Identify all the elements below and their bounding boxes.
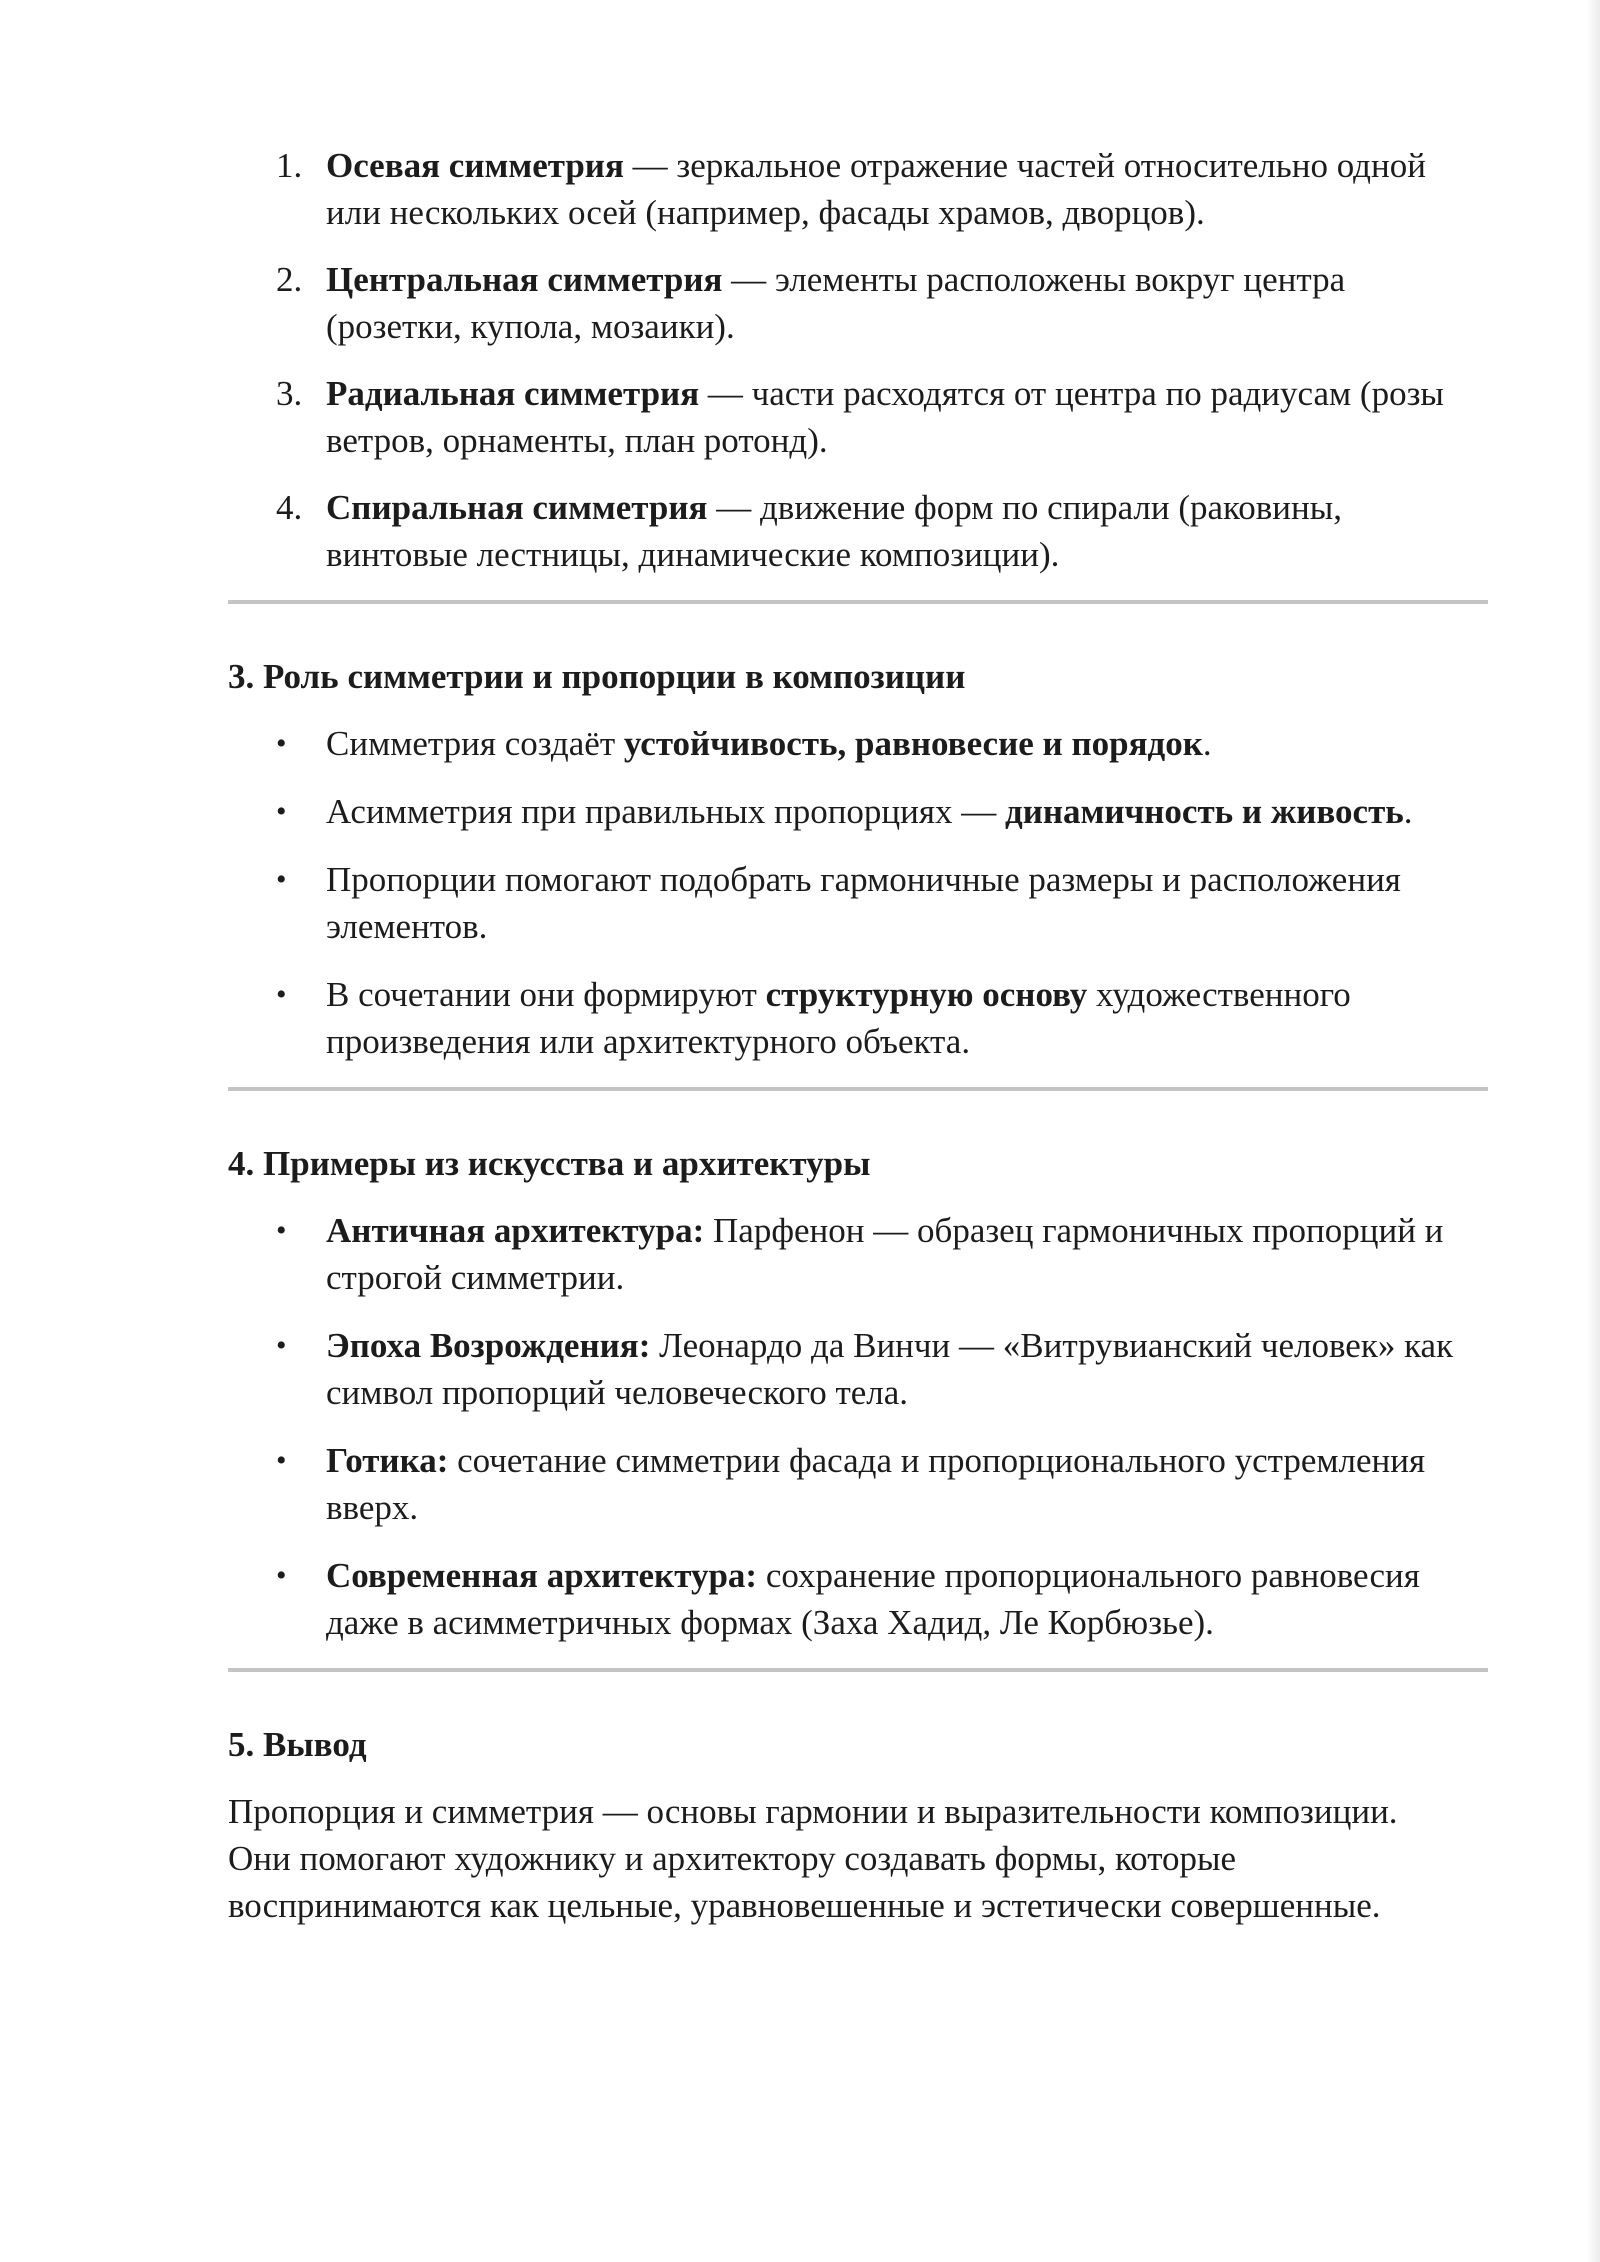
list-text: — элементы расположены вокруг центра (розетки, купола, мозаики). [326,260,1346,346]
conclusion-block [228,1788,1488,1929]
bullet-icon: • [276,795,287,828]
section-divider [228,1087,1488,1091]
list-item [228,1437,1488,1531]
section-3-heading: 3. Роль симметрии и пропорции в композиции [228,657,966,696]
item-text: В сочетании они формируют [326,975,766,1014]
item-text: Пропорции помогают подобрать гармоничные размеры и расположения элементов. [326,860,1401,946]
item-term: Античная архитектура: [326,1211,705,1250]
item-text: Парфенон — образец гармоничных пропорций и строгой симметрии. [326,1211,1444,1297]
conclusion-paragraph-2: Они помогают художнику и архитектору создавать формы, которые воспринимаются как цельные, уравновешенные и эстетически совершенные. [228,1839,1381,1925]
list-item [228,1322,1488,1416]
list-item [228,971,1488,1065]
bullet-icon: • [276,978,287,1011]
item-text-end: . [1202,724,1212,763]
list-term: Радиальная симметрия [326,374,700,413]
bullet-icon: • [276,1444,287,1477]
item-term: Готика: [326,1441,449,1480]
bullet-icon: • [276,1559,287,1592]
section-5-heading: 5. Вывод [228,1725,367,1764]
item-bold-text: динамичность и живость [1004,792,1404,831]
list-item [228,370,1488,464]
item-bold-text: структурную основу [765,975,1088,1014]
list-item [228,1552,1488,1646]
bullet-icon: • [276,1329,287,1362]
item-term: Современная архитектура: [326,1556,758,1595]
list-number: 4. [276,488,303,527]
bullet-icon: • [276,1214,287,1247]
bullet-icon: • [276,727,287,760]
list-term: Центральная симметрия [326,260,723,299]
list-item [228,788,1488,835]
list-term: Осевая симметрия [326,146,624,185]
item-text: Асимметрия при правильных пропорциях — [326,792,1005,831]
section-divider [228,600,1488,604]
section-4-heading: 4. Примеры из искусства и архитектуры [228,1144,871,1183]
list-item [228,484,1488,578]
list-item [228,256,1488,350]
section-divider [228,1668,1488,1672]
list-item [228,856,1488,950]
list-number: 2. [276,260,303,299]
bullet-icon: • [276,863,287,896]
list-number: 1. [276,146,303,185]
item-text: сохранение пропорционального равновесия даже в асимметричных формах (Заха Хадид, Ле Корбюзье). [326,1556,1420,1642]
item-term: Эпоха Возрождения: [326,1326,651,1365]
item-text-end: художественного произведения или архитектурного объекта. [326,975,1351,1061]
symmetry-types-list [228,142,1488,578]
section-4-list [228,1207,1488,1646]
item-text-end: . [1403,792,1413,831]
document-page [228,142,1488,1929]
item-bold-text: устойчивость, равновесие и порядок [623,724,1203,763]
list-item [228,720,1488,767]
page-edge-shadow [1586,0,1600,2262]
list-text: — зеркальное отражение частей относительно одной или нескольких осей (например, фасады храмов, дворцов). [326,146,1426,232]
list-number: 3. [276,374,303,413]
section-3-list [228,720,1488,1065]
conclusion-paragraph-1: Пропорция и симметрия — основы гармонии и выразительности композиции. [228,1792,1398,1831]
item-text: Леонардо да Винчи — «Витрувианский человек» как символ пропорций человеческого тела. [326,1326,1454,1412]
item-text: Симметрия создаёт [326,724,624,763]
list-item [228,1207,1488,1301]
item-text: сочетание симметрии фасада и пропорционального устремления вверх. [326,1441,1426,1527]
list-term: Спиральная симметрия [326,488,708,527]
list-text: — движение форм по спирали (раковины, винтовые лестницы, динамические композиции). [326,488,1343,574]
list-item [228,142,1488,236]
list-text: — части расходятся от центра по радиусам (розы ветров, орнаменты, план ротонд). [326,374,1444,460]
